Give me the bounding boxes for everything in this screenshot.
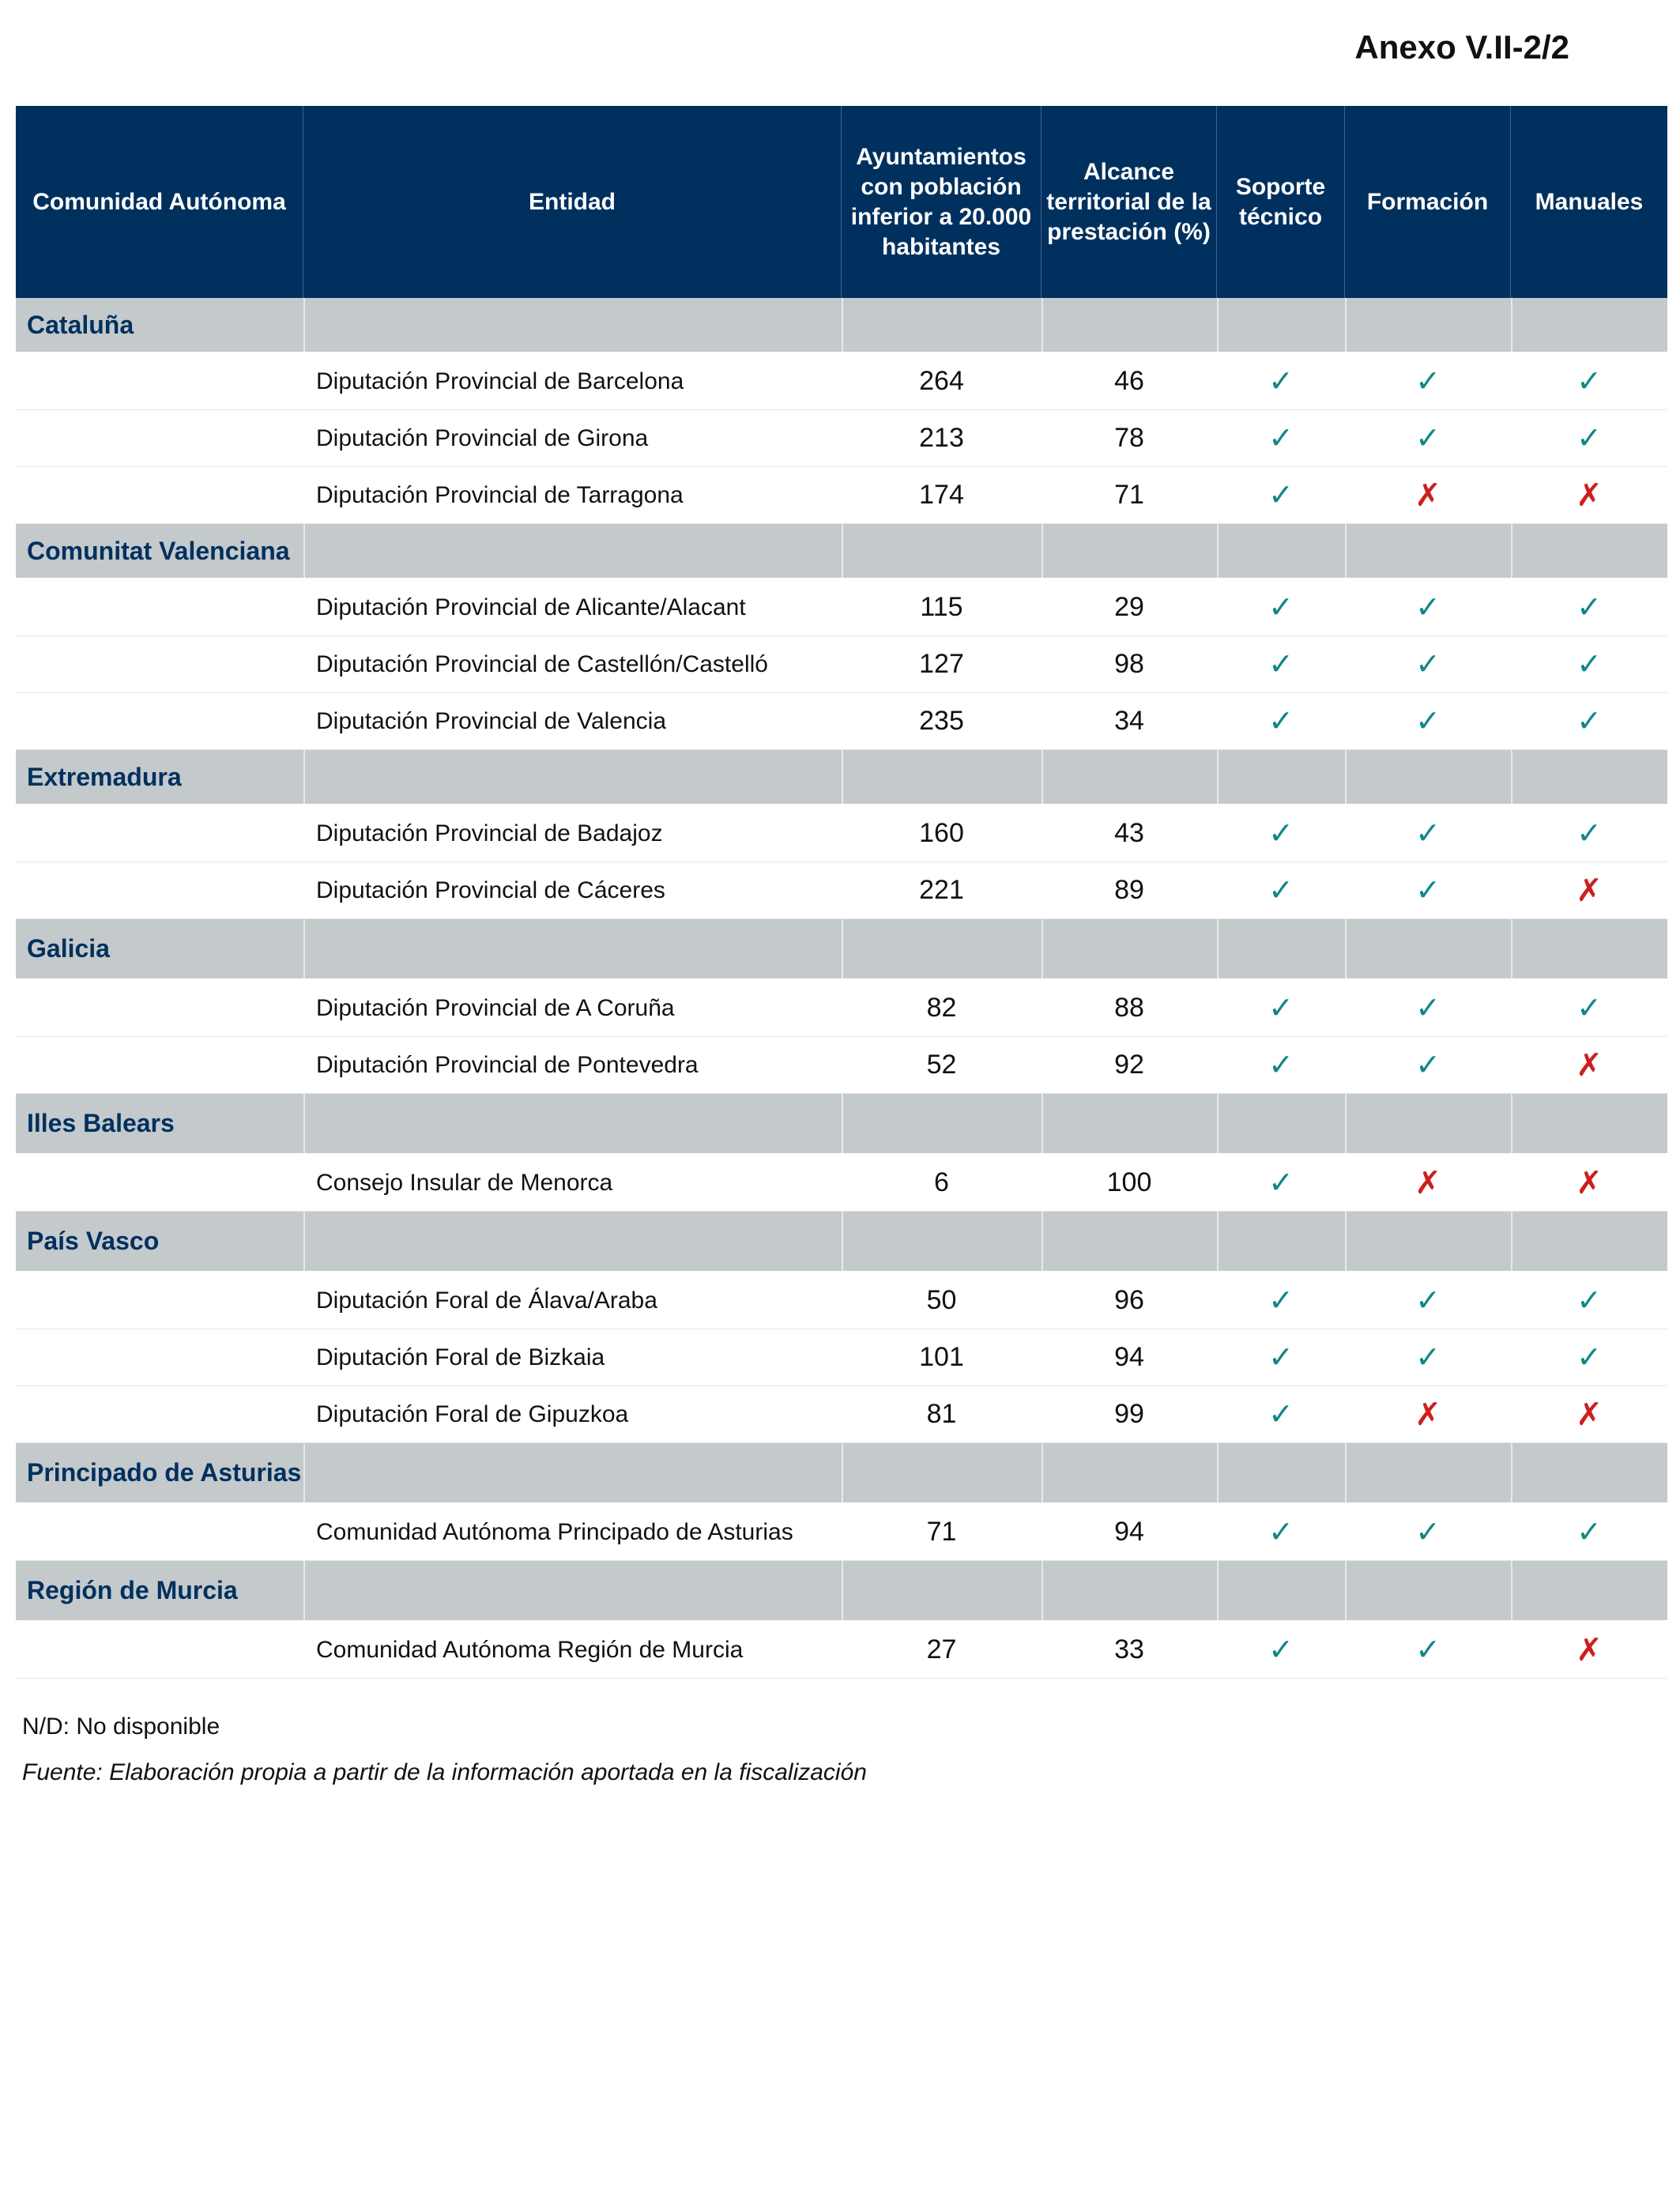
- table-row: [16, 1386, 1667, 1443]
- check-icon: ✓: [1576, 704, 1602, 738]
- entidad-cell: Diputación Provincial de Pontevedra: [316, 1051, 699, 1078]
- table-row: [16, 353, 1667, 410]
- table-row: [16, 1329, 1667, 1386]
- group-cell: [1217, 524, 1345, 578]
- check-icon: ✓: [1268, 590, 1294, 624]
- group-cell: [303, 524, 842, 578]
- check-icon: ✓: [1415, 704, 1441, 738]
- cross-icon: ✗: [1576, 1632, 1603, 1668]
- formacion-cell: [1345, 353, 1511, 409]
- cross-icon: ✗: [1414, 1165, 1441, 1201]
- group-label: Galicia: [27, 934, 110, 963]
- alcance-cell: 89: [1114, 875, 1144, 905]
- group-header: [16, 1561, 1667, 1622]
- group-header: [16, 1212, 1667, 1272]
- formacion-cell: [1345, 1155, 1511, 1211]
- formacion-cell: [1345, 410, 1511, 466]
- source-label: Fuente: [22, 1759, 96, 1785]
- alcance-cell: 71: [1114, 480, 1144, 510]
- group-cell: [1042, 1212, 1217, 1271]
- check-icon: ✓: [1576, 590, 1602, 624]
- check-icon: ✓: [1576, 1340, 1602, 1374]
- group-cell: [842, 298, 1042, 352]
- entidad-cell: Diputación Provincial de Alicante/Alacant: [316, 594, 746, 620]
- check-icon: ✓: [1415, 991, 1441, 1025]
- manuales-cell: [1511, 1386, 1667, 1442]
- group-cell: [303, 750, 842, 804]
- alcance-cell: 99: [1114, 1399, 1144, 1429]
- group-cell: [1217, 1212, 1345, 1271]
- notes: [22, 1713, 867, 1805]
- manuales-cell: [1511, 862, 1667, 918]
- group-cell: [303, 298, 842, 352]
- header-formacion: Formación: [1345, 106, 1511, 298]
- check-icon: ✓: [1268, 478, 1294, 512]
- alcance-cell: 29: [1114, 592, 1144, 622]
- entidad-cell: Diputación Foral de Gipuzkoa: [316, 1400, 629, 1427]
- manuales-cell: [1511, 1504, 1667, 1560]
- cross-icon: ✗: [1576, 1047, 1603, 1083]
- group-header: [16, 750, 1667, 805]
- group-cell: [1042, 1561, 1217, 1620]
- check-icon: ✓: [1415, 1515, 1441, 1549]
- group-cell: [303, 919, 842, 978]
- source-text: : Elaboración propia a partir de la información aportada en la fiscalización: [96, 1759, 867, 1785]
- group-label: Illes Balears: [27, 1109, 175, 1137]
- manuales-cell: [1511, 410, 1667, 466]
- ayuntamientos-cell: 27: [926, 1634, 957, 1664]
- soporte-cell: [1217, 693, 1345, 749]
- check-icon: ✓: [1268, 1633, 1294, 1667]
- group-cell: [1042, 298, 1217, 352]
- cross-icon: ✗: [1576, 477, 1603, 513]
- entidad-cell: Diputación Provincial de Girona: [316, 424, 649, 451]
- table-header: [16, 106, 1667, 298]
- check-icon: ✓: [1576, 421, 1602, 455]
- group-cell: [303, 1443, 842, 1502]
- manuales-cell: [1511, 579, 1667, 635]
- note-nd: N/D: No disponible: [22, 1713, 220, 1740]
- check-icon: ✓: [1268, 1166, 1294, 1200]
- formacion-cell: [1345, 1272, 1511, 1329]
- check-icon: ✓: [1576, 1515, 1602, 1549]
- group-header: [16, 1443, 1667, 1504]
- check-icon: ✓: [1415, 1340, 1441, 1374]
- formacion-cell: [1345, 1386, 1511, 1442]
- check-icon: ✓: [1576, 1284, 1602, 1318]
- check-icon: ✓: [1576, 364, 1602, 398]
- soporte-cell: [1217, 1386, 1345, 1442]
- group-cell: [303, 1212, 842, 1271]
- soporte-cell: [1217, 1504, 1345, 1560]
- check-icon: ✓: [1268, 873, 1294, 907]
- table-row: [16, 636, 1667, 693]
- ayuntamientos-cell: 101: [919, 1342, 964, 1372]
- manuales-cell: [1511, 1622, 1667, 1678]
- table-row: [16, 579, 1667, 636]
- formacion-cell: [1345, 1622, 1511, 1678]
- entidad-cell: Diputación Provincial de A Coruña: [316, 994, 675, 1021]
- group-label: País Vasco: [27, 1227, 160, 1255]
- comunidad-cell: [16, 636, 303, 692]
- soporte-cell: [1217, 410, 1345, 466]
- ayuntamientos-cell: 71: [926, 1517, 957, 1547]
- check-icon: ✓: [1415, 873, 1441, 907]
- comunidad-cell: [16, 1622, 303, 1678]
- manuales-cell: [1511, 693, 1667, 749]
- alcance-cell: 34: [1114, 706, 1144, 736]
- group-cell: [303, 1561, 842, 1620]
- table-row: [16, 693, 1667, 750]
- header-manuales: Manuales: [1535, 188, 1644, 215]
- group-cell: [1511, 1561, 1667, 1620]
- table-row: [16, 1504, 1667, 1561]
- comunidad-cell: [16, 1504, 303, 1560]
- group-cell: [842, 1094, 1042, 1153]
- data-table: [16, 106, 1667, 1679]
- alcance-cell: 33: [1114, 1634, 1144, 1664]
- soporte-cell: [1217, 980, 1345, 1036]
- alcance-cell: 98: [1114, 649, 1144, 679]
- ayuntamientos-cell: 213: [919, 423, 964, 453]
- alcance-cell: 78: [1114, 423, 1144, 453]
- check-icon: ✓: [1415, 1284, 1441, 1318]
- ayuntamientos-cell: 127: [919, 649, 964, 679]
- cross-icon: ✗: [1576, 1165, 1603, 1201]
- comunidad-cell: [16, 1386, 303, 1442]
- check-icon: ✓: [1268, 1397, 1294, 1431]
- group-cell: [842, 1561, 1042, 1620]
- comunidad-cell: [16, 805, 303, 861]
- group-header: [16, 524, 1667, 579]
- group-cell: [842, 1443, 1042, 1502]
- cross-icon: ✗: [1414, 477, 1441, 513]
- alcance-cell: 46: [1114, 366, 1144, 396]
- check-icon: ✓: [1415, 1048, 1441, 1082]
- soporte-cell: [1217, 1155, 1345, 1211]
- entidad-cell: Diputación Provincial de Barcelona: [316, 368, 684, 394]
- check-icon: ✓: [1576, 647, 1602, 681]
- header-entidad: Entidad: [303, 106, 842, 298]
- note-source: [22, 1759, 867, 1786]
- group-cell: [1217, 1094, 1345, 1153]
- soporte-cell: [1217, 1622, 1345, 1678]
- soporte-cell: [1217, 1037, 1345, 1093]
- entidad-cell: Diputación Foral de Bizkaia: [316, 1344, 605, 1370]
- formacion-cell: [1345, 1037, 1511, 1093]
- check-icon: ✓: [1415, 590, 1441, 624]
- cross-icon: ✗: [1576, 873, 1603, 908]
- group-cell: [1042, 919, 1217, 978]
- group-cell: [842, 919, 1042, 978]
- group-cell: [1345, 750, 1511, 804]
- ayuntamientos-cell: 50: [926, 1285, 957, 1315]
- entidad-cell: Diputación Provincial de Castellón/Castelló: [316, 650, 768, 677]
- ayuntamientos-cell: 174: [919, 480, 964, 510]
- header-alcance: Alcance territorial de la prestación (%): [1042, 106, 1217, 298]
- check-icon: ✓: [1576, 991, 1602, 1025]
- comunidad-cell: [16, 1155, 303, 1211]
- formacion-cell: [1345, 1504, 1511, 1560]
- group-cell: [1217, 1443, 1345, 1502]
- group-cell: [842, 750, 1042, 804]
- check-icon: ✓: [1268, 816, 1294, 850]
- manuales-cell: [1511, 1037, 1667, 1093]
- group-cell: [842, 1212, 1042, 1271]
- group-label: Cataluña: [27, 310, 134, 339]
- group-cell: [1345, 1561, 1511, 1620]
- comunidad-cell: [16, 353, 303, 409]
- comunidad-cell: [16, 980, 303, 1036]
- comunidad-cell: [16, 1329, 303, 1385]
- check-icon: ✓: [1268, 991, 1294, 1025]
- check-icon: ✓: [1268, 647, 1294, 681]
- comunidad-cell: [16, 862, 303, 918]
- manuales-cell: [1511, 467, 1667, 523]
- table-row: [16, 410, 1667, 467]
- manuales-cell: [1511, 1272, 1667, 1329]
- group-cell: [1511, 298, 1667, 352]
- group-cell: [1345, 919, 1511, 978]
- check-icon: ✓: [1268, 364, 1294, 398]
- soporte-cell: [1217, 805, 1345, 861]
- group-cell: [1217, 919, 1345, 978]
- check-icon: ✓: [1268, 1515, 1294, 1549]
- ayuntamientos-cell: 82: [926, 993, 957, 1023]
- comunidad-cell: [16, 579, 303, 635]
- alcance-cell: 92: [1114, 1050, 1144, 1080]
- alcance-cell: 43: [1114, 818, 1144, 848]
- manuales-cell: [1511, 1155, 1667, 1211]
- group-header: [16, 919, 1667, 980]
- ayuntamientos-cell: 52: [926, 1050, 957, 1080]
- header-ayuntamientos: Ayuntamientos con población inferior a 20.000 habitantes: [842, 106, 1042, 298]
- soporte-cell: [1217, 862, 1345, 918]
- group-cell: [303, 1094, 842, 1153]
- entidad-cell: Diputación Provincial de Badajoz: [316, 820, 663, 846]
- table-row: [16, 1272, 1667, 1329]
- entidad-cell: Diputación Provincial de Tarragona: [316, 481, 684, 508]
- group-cell: [1511, 524, 1667, 578]
- group-cell: [1511, 1094, 1667, 1153]
- comunidad-cell: [16, 1272, 303, 1329]
- check-icon: ✓: [1415, 816, 1441, 850]
- soporte-cell: [1217, 579, 1345, 635]
- formacion-cell: [1345, 636, 1511, 692]
- check-icon: ✓: [1268, 1048, 1294, 1082]
- manuales-cell: [1511, 980, 1667, 1036]
- manuales-cell: [1511, 353, 1667, 409]
- group-cell: [1042, 1443, 1217, 1502]
- table-row: [16, 805, 1667, 862]
- group-cell: [1345, 1094, 1511, 1153]
- soporte-cell: [1217, 353, 1345, 409]
- group-cell: [1511, 919, 1667, 978]
- formacion-cell: [1345, 1329, 1511, 1385]
- group-label: Principado de Asturias: [27, 1458, 302, 1487]
- header-soporte: Soporte técnico: [1217, 106, 1345, 298]
- header-comunidad: Comunidad Autónoma: [16, 106, 303, 298]
- manuales-cell: [1511, 1329, 1667, 1385]
- group-cell: [1042, 750, 1217, 804]
- table-row: [16, 980, 1667, 1037]
- entidad-cell: Consejo Insular de Menorca: [316, 1169, 613, 1196]
- table-row: [16, 467, 1667, 524]
- check-icon: ✓: [1415, 647, 1441, 681]
- formacion-cell: [1345, 980, 1511, 1036]
- manuales-cell: [1511, 805, 1667, 861]
- group-cell: [1511, 1443, 1667, 1502]
- alcance-cell: 94: [1114, 1342, 1144, 1372]
- entidad-cell: Diputación Foral de Álava/Araba: [316, 1287, 657, 1314]
- alcance-cell: 94: [1114, 1517, 1144, 1547]
- cross-icon: ✗: [1414, 1397, 1441, 1432]
- entidad-cell: Diputación Provincial de Valencia: [316, 707, 667, 734]
- alcance-cell: 100: [1106, 1167, 1152, 1197]
- check-icon: ✓: [1268, 421, 1294, 455]
- check-icon: ✓: [1268, 1340, 1294, 1374]
- group-cell: [1217, 1561, 1345, 1620]
- formacion-cell: [1345, 579, 1511, 635]
- comunidad-cell: [16, 410, 303, 466]
- manuales-cell: [1511, 636, 1667, 692]
- group-cell: [1345, 1212, 1511, 1271]
- table-row: [16, 1037, 1667, 1094]
- soporte-cell: [1217, 1329, 1345, 1385]
- check-icon: ✓: [1415, 421, 1441, 455]
- entidad-cell: Diputación Provincial de Cáceres: [316, 876, 665, 903]
- group-cell: [1217, 750, 1345, 804]
- group-cell: [1511, 1212, 1667, 1271]
- annex-title: Anexo V.II-2/2: [1354, 28, 1569, 66]
- group-cell: [1345, 1443, 1511, 1502]
- check-icon: ✓: [1268, 704, 1294, 738]
- formacion-cell: [1345, 467, 1511, 523]
- soporte-cell: [1217, 636, 1345, 692]
- check-icon: ✓: [1415, 364, 1441, 398]
- check-icon: ✓: [1268, 1284, 1294, 1318]
- group-label: Comunitat Valenciana: [27, 536, 290, 565]
- group-cell: [1345, 524, 1511, 578]
- cross-icon: ✗: [1576, 1397, 1603, 1432]
- ayuntamientos-cell: 221: [919, 875, 964, 905]
- group-cell: [1217, 298, 1345, 352]
- table-body: [16, 298, 1667, 1679]
- ayuntamientos-cell: 115: [920, 592, 963, 622]
- group-label: Región de Murcia: [27, 1576, 238, 1604]
- group-cell: [1042, 1094, 1217, 1153]
- table-row: [16, 1155, 1667, 1212]
- table-row: [16, 1622, 1667, 1679]
- ayuntamientos-cell: 160: [919, 818, 964, 848]
- group-header: [16, 298, 1667, 353]
- comunidad-cell: [16, 467, 303, 523]
- formacion-cell: [1345, 862, 1511, 918]
- soporte-cell: [1217, 1272, 1345, 1329]
- group-header: [16, 1094, 1667, 1155]
- ayuntamientos-cell: 6: [934, 1167, 949, 1197]
- alcance-cell: 96: [1114, 1285, 1144, 1315]
- group-cell: [1511, 750, 1667, 804]
- formacion-cell: [1345, 805, 1511, 861]
- soporte-cell: [1217, 467, 1345, 523]
- table-row: [16, 862, 1667, 919]
- group-cell: [1345, 298, 1511, 352]
- ayuntamientos-cell: 81: [926, 1399, 957, 1429]
- check-icon: ✓: [1415, 1633, 1441, 1667]
- alcance-cell: 88: [1114, 993, 1144, 1023]
- ayuntamientos-cell: 235: [919, 706, 964, 736]
- ayuntamientos-cell: 264: [919, 366, 964, 396]
- group-label: Extremadura: [27, 762, 182, 791]
- formacion-cell: [1345, 693, 1511, 749]
- comunidad-cell: [16, 693, 303, 749]
- group-cell: [842, 524, 1042, 578]
- group-cell: [1042, 524, 1217, 578]
- check-icon: ✓: [1576, 816, 1602, 850]
- comunidad-cell: [16, 1037, 303, 1093]
- entidad-cell: Comunidad Autónoma Principado de Asturias: [316, 1518, 793, 1545]
- entidad-cell: Comunidad Autónoma Región de Murcia: [316, 1636, 744, 1663]
